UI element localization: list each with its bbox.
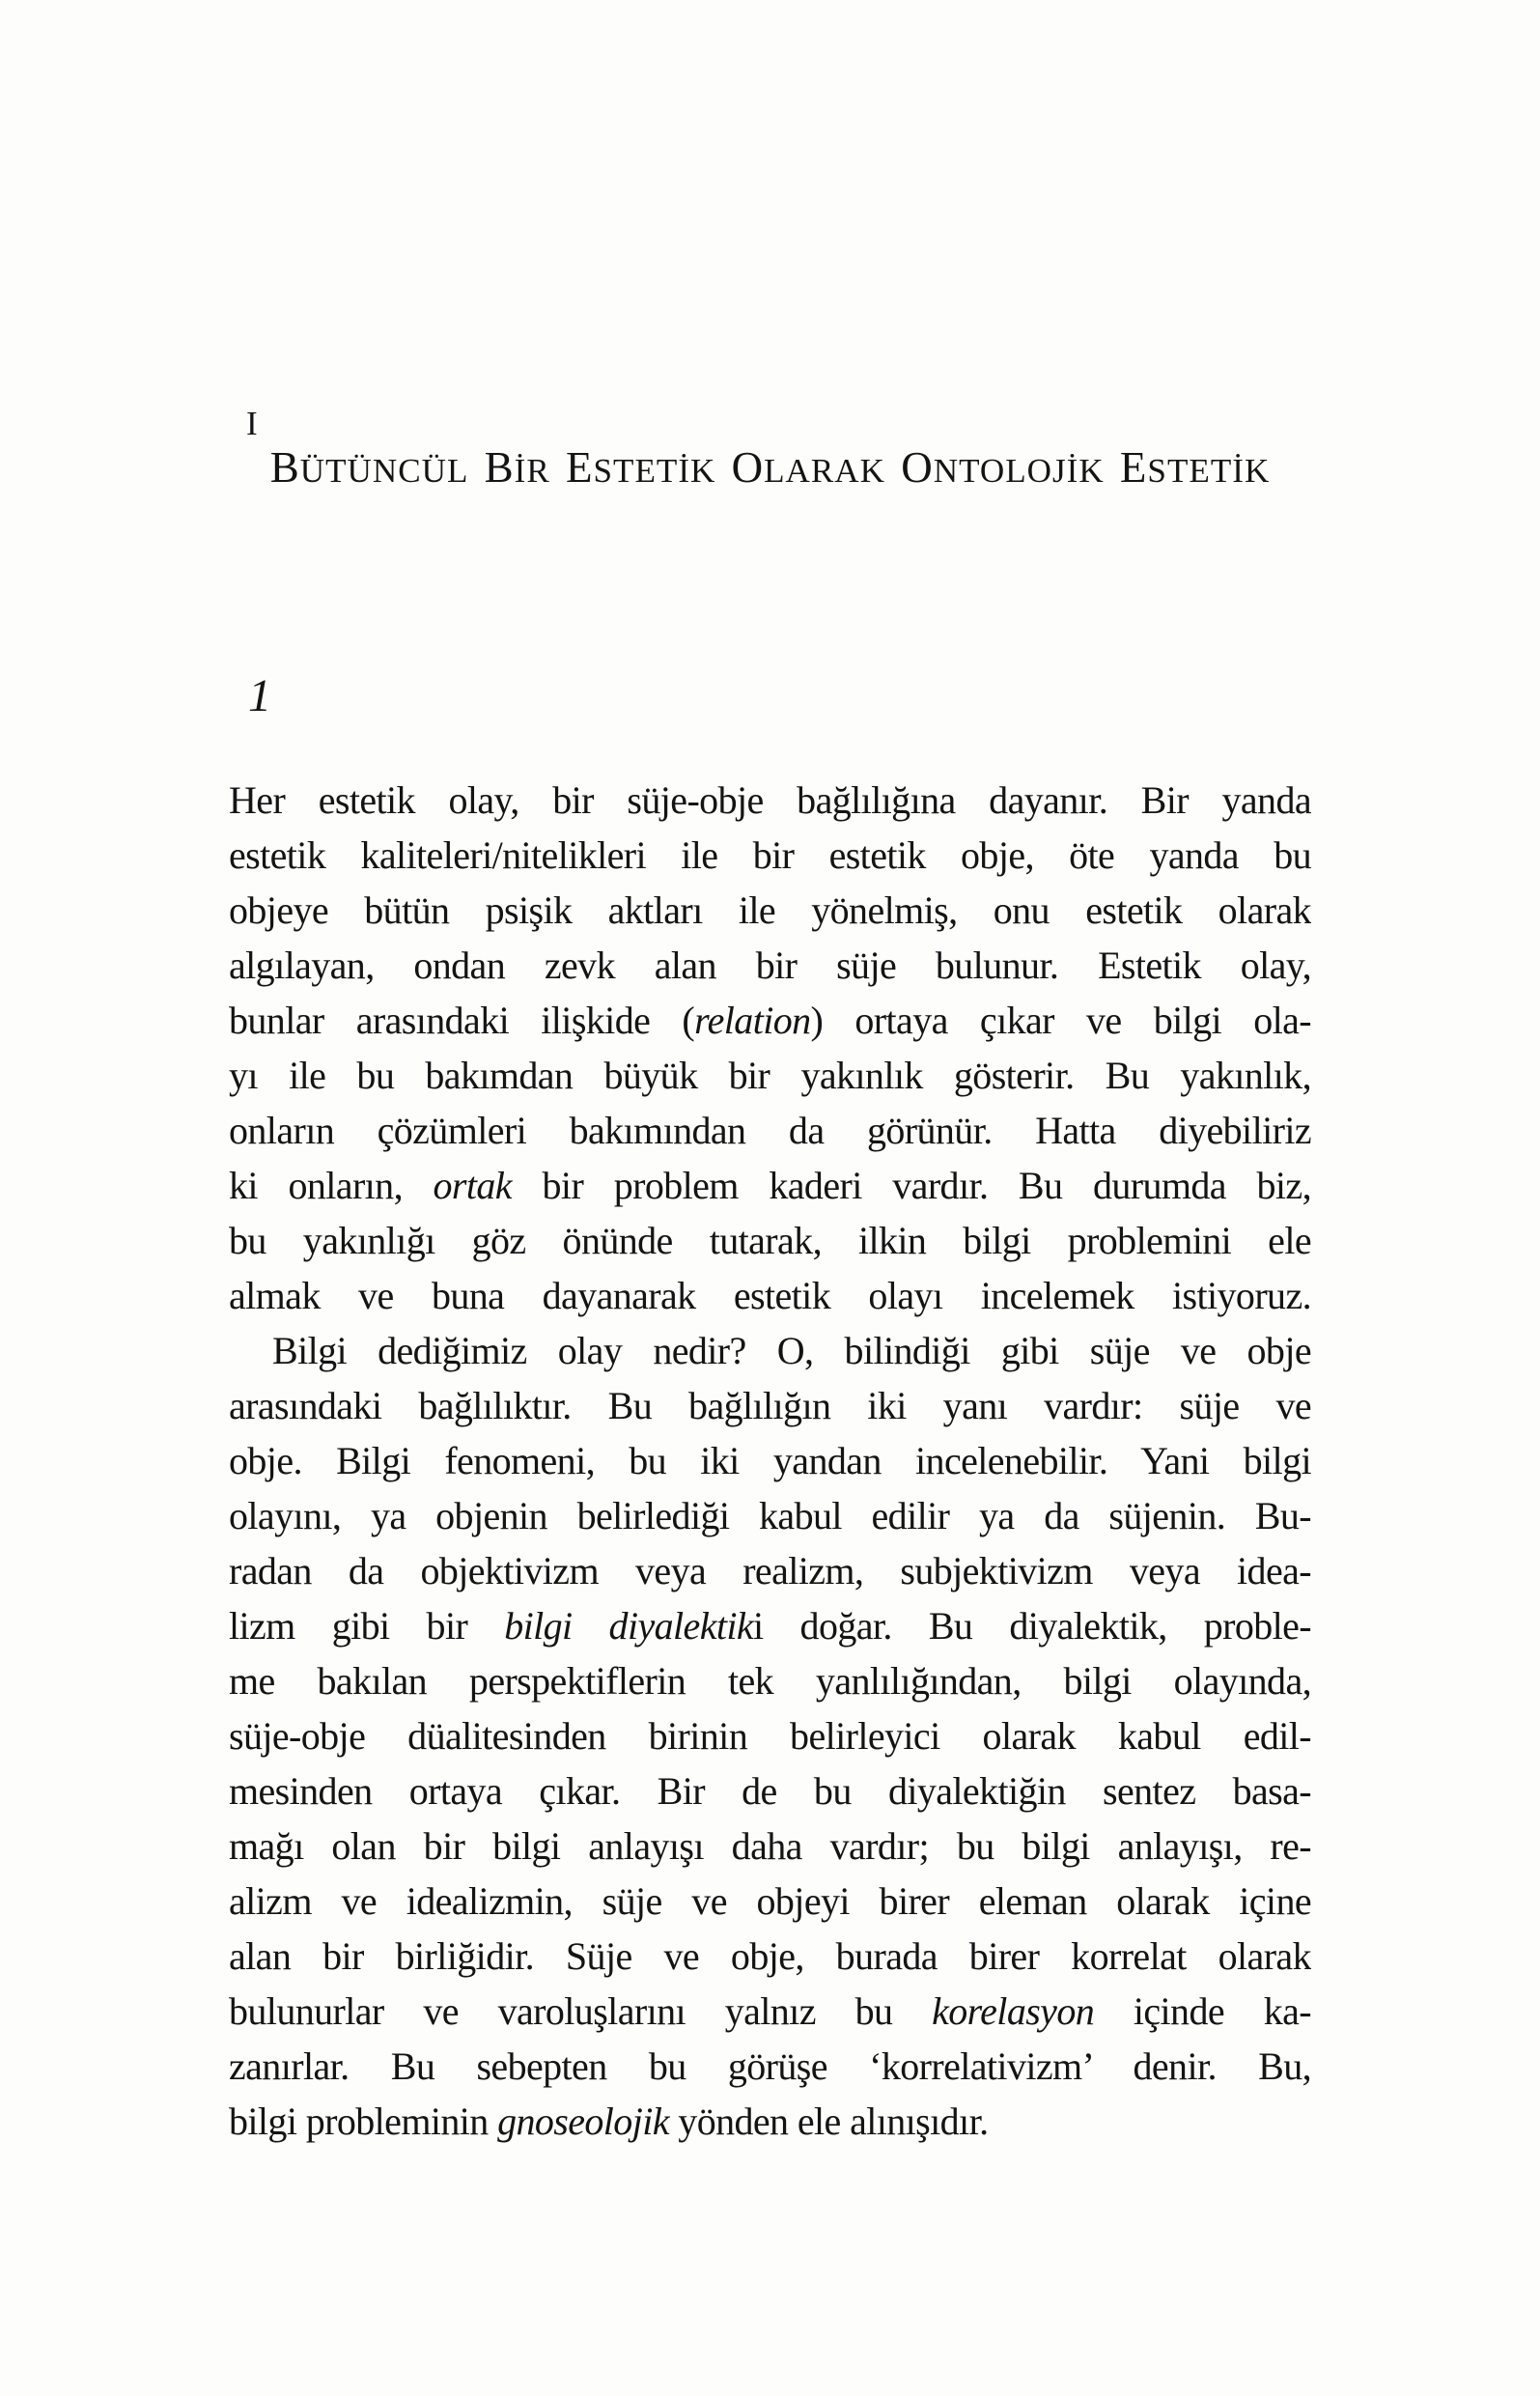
text-line: bu yakınlığı göz önünde tutarak, ilkin bilgi problemini ele bbox=[229, 1219, 1311, 1262]
small-cap-letter: Ü bbox=[299, 452, 326, 490]
body-text bbox=[229, 773, 1311, 2149]
small-cap-letter: E bbox=[634, 452, 657, 490]
small-cap-letter: T bbox=[959, 452, 980, 490]
text-line: alan bir birliğidir. Süje ve obje, burada birer korrelat olarak bbox=[229, 1934, 1311, 1978]
small-cap-letter: K bbox=[1244, 452, 1271, 490]
text-line: objeye bütün psişik aktları ile yönelmiş, onu estetik olarak bbox=[229, 888, 1311, 932]
text-line: bilgi probleminin gnoseolojik yönden ele alınışıdır. bbox=[229, 2100, 989, 2143]
small-cap-letter: K bbox=[1078, 452, 1105, 490]
small-cap-letter: S bbox=[1147, 452, 1167, 490]
text-line: mağı olan bir bilgi anlayışı daha vardır; bu bilgi anlayışı, re- bbox=[229, 1824, 1311, 1868]
small-cap-letter: R bbox=[810, 452, 835, 490]
small-cap-letter: L bbox=[764, 452, 786, 490]
small-cap-letter: T bbox=[1210, 452, 1233, 490]
small-cap-letter: O bbox=[1026, 452, 1052, 490]
chapter-title: BÜTÜNCÜL BİR ESTETİK OLARAK ONTOLOJİK ESTETİK bbox=[269, 443, 1271, 492]
small-cap-letter: E bbox=[1189, 452, 1211, 490]
chapter-number: I bbox=[246, 405, 259, 442]
small-cap-letter: İ bbox=[1066, 452, 1079, 490]
small-cap-letter: C bbox=[398, 452, 422, 490]
small-cap-letter: K bbox=[690, 452, 716, 490]
small-cap-letter: İ bbox=[1232, 452, 1245, 490]
small-cap-letter: T bbox=[656, 452, 679, 490]
small-cap-letter: J bbox=[1051, 452, 1067, 490]
small-cap-letter: İ bbox=[678, 452, 690, 490]
small-cap-letter: T bbox=[1166, 452, 1190, 490]
text-line: lizm gibi bir bilgi diyalektiki doğar. Bu diyalektik, proble- bbox=[229, 1604, 1311, 1648]
small-cap-letter: A bbox=[834, 452, 860, 490]
small-cap-letter: N bbox=[372, 452, 399, 490]
text-line: Her estetik olay, bir süje-obje bağlılığına dayanır. Bir yanda bbox=[229, 778, 1311, 822]
small-cap-letter: Ü bbox=[347, 452, 373, 490]
text-line: onların çözümleri bakımından da görünür. Hatta diyebiliriz bbox=[229, 1109, 1311, 1152]
text-line: obje. Bilgi fenomeni, bu iki yandan incelenebilir. Yani bilgi bbox=[229, 1439, 1311, 1482]
text-line: yı ile bu bakımdan büyük bir yakınlık gösterir. Bu yakınlık, bbox=[229, 1054, 1311, 1097]
small-cap-letter: İ bbox=[514, 452, 527, 490]
text-line: arasındaki bağlılıktır. Bu bağlılığın iki yanı vardır: süje ve bbox=[229, 1384, 1311, 1427]
text-line: me bakılan perspektiflerin tek yanlılığından, bilgi olayında, bbox=[229, 1659, 1311, 1703]
small-cap-letter: A bbox=[785, 452, 811, 490]
text-line: mesinden ortaya çıkar. Bir de bu diyalektiğin sentez basa- bbox=[229, 1769, 1311, 1813]
small-cap-letter: S bbox=[593, 452, 613, 490]
small-cap-letter: L bbox=[446, 452, 469, 490]
text-line: olayını, ya objenin belirlediği kabul edilir ya da süjenin. Bu- bbox=[229, 1494, 1311, 1537]
small-cap-letter: T bbox=[613, 452, 635, 490]
text-line: zanırlar. Bu sebepten bu görüşe ‘korrelativizm’ denir. Bu, bbox=[229, 2044, 1311, 2088]
text-line: algılayan, ondan zevk alan bir süje bulunur. Estetik olay, bbox=[229, 944, 1311, 987]
small-cap-letter: R bbox=[526, 452, 550, 490]
small-cap-letter: Ü bbox=[421, 452, 447, 490]
small-cap-letter: K bbox=[859, 452, 885, 490]
text-line: radan da objektivizm veya realizm, subjektivizm veya idea- bbox=[229, 1549, 1311, 1593]
small-cap-letter: N bbox=[933, 452, 960, 490]
section-number: 1 bbox=[248, 670, 271, 721]
text-line: süje-obje düalitesinden birinin belirleyici olarak kabul edil- bbox=[229, 1714, 1311, 1758]
text-line: Bilgi dediğimiz olay nedir? O, bilindiği gibi süje ve obje bbox=[272, 1329, 1311, 1372]
text-line: estetik kaliteleri/nitelikleri ile bir estetik obje, öte yanda bu bbox=[229, 833, 1311, 877]
small-cap-letter: L bbox=[1005, 452, 1027, 490]
text-line: bunlar arasındaki ilişkide (relation) ortaya çıkar ve bilgi ola- bbox=[229, 999, 1311, 1042]
small-cap-letter: T bbox=[325, 452, 348, 490]
text-line: almak ve buna dayanarak estetik olayı incelemek istiyoruz. bbox=[229, 1274, 1311, 1317]
text-line: ki onların, ortak bir problem kaderi vardır. Bu durumda biz, bbox=[229, 1164, 1311, 1207]
text-line: bulunurlar ve varoluşlarını yalnız bu korelasyon içinde ka- bbox=[229, 1989, 1311, 2033]
text-line: alizm ve idealizmin, süje ve objeyi birer eleman olarak içine bbox=[229, 1879, 1311, 1923]
small-cap-letter: O bbox=[979, 452, 1006, 490]
